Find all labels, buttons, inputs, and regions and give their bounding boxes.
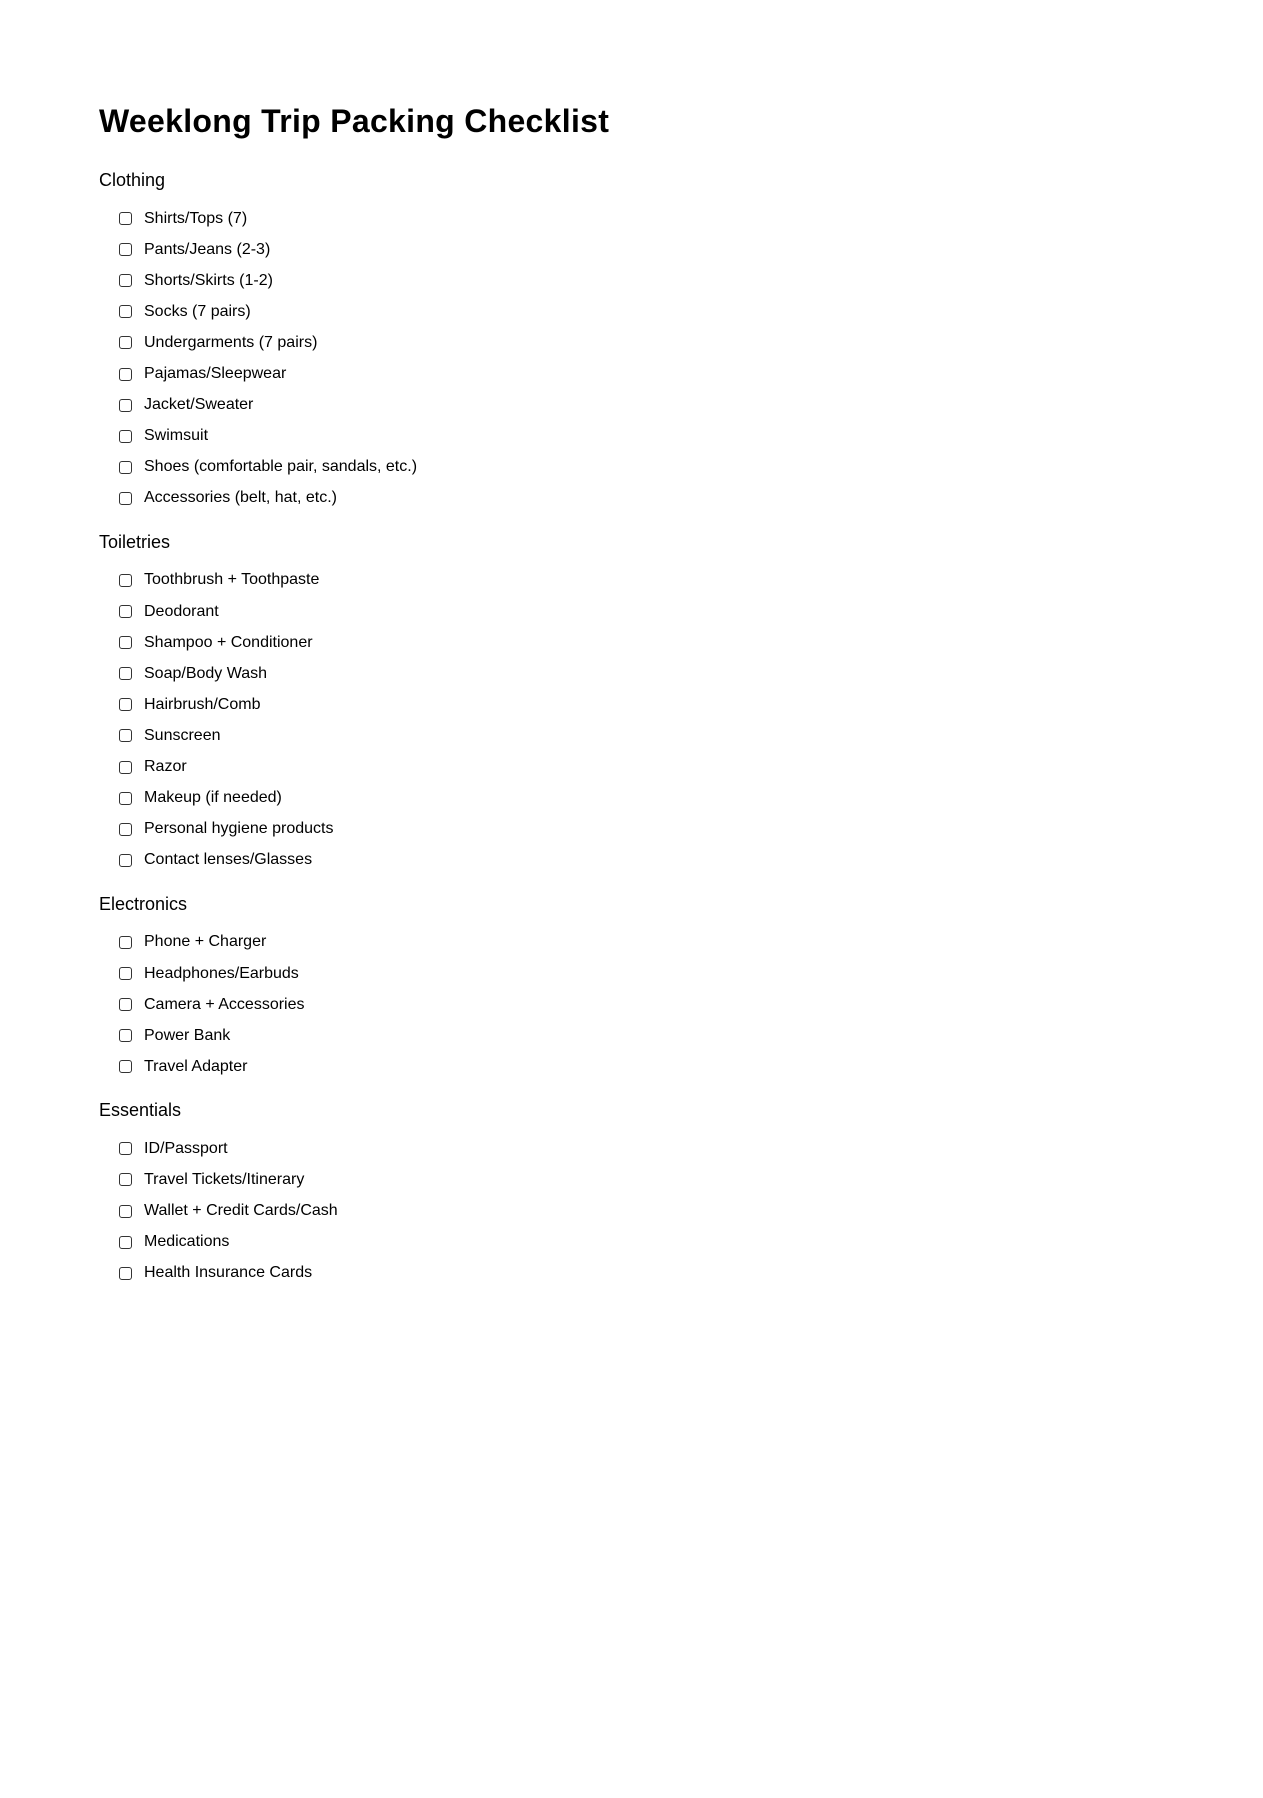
checklist-item[interactable] xyxy=(119,1051,417,1082)
checklist-item[interactable] xyxy=(119,327,417,358)
checklist-item-label: Toothbrush + Toothpaste xyxy=(144,571,320,589)
checklist-item-label: Shampoo + Conditioner xyxy=(144,633,313,651)
checkbox[interactable] xyxy=(119,1236,132,1249)
checklist xyxy=(99,565,417,876)
checkbox[interactable] xyxy=(119,336,132,349)
checklist-item[interactable] xyxy=(119,1164,417,1195)
checklist-item[interactable] xyxy=(119,1133,417,1164)
checkbox[interactable] xyxy=(119,698,132,711)
section-essentials xyxy=(99,1096,417,1288)
checklist-item[interactable] xyxy=(119,596,417,627)
section-heading: Essentials xyxy=(99,1100,182,1121)
checklist-item[interactable] xyxy=(119,1258,417,1289)
checklist-item-label: Health Insurance Cards xyxy=(144,1264,313,1282)
page-title: Weeklong Trip Packing Checklist xyxy=(99,103,610,139)
checklist-item[interactable] xyxy=(119,752,417,783)
section-toiletries xyxy=(99,528,417,876)
checklist-item-label: Accessories (belt, hat, etc.) xyxy=(144,489,337,507)
checklist-item-label: Socks (7 pairs) xyxy=(144,302,251,320)
checklist-item[interactable] xyxy=(119,452,417,483)
checkbox[interactable] xyxy=(119,1060,132,1073)
checkbox[interactable] xyxy=(119,243,132,256)
checklist-item-label: Contact lenses/Glasses xyxy=(144,851,313,869)
checklist-item[interactable] xyxy=(119,265,417,296)
checklist-item-label: Headphones/Earbuds xyxy=(144,964,299,982)
checklist-item-label: Makeup (if needed) xyxy=(144,789,282,807)
checklist-item[interactable] xyxy=(119,203,417,234)
checklist-item[interactable] xyxy=(119,565,417,596)
checklist-item-label: Jacket/Sweater xyxy=(144,396,254,414)
checkbox[interactable] xyxy=(119,792,132,805)
checkbox[interactable] xyxy=(119,761,132,774)
checklist-item[interactable] xyxy=(119,720,417,751)
section-electronics xyxy=(99,890,417,1082)
checklist-item-label: Camera + Accessories xyxy=(144,995,305,1013)
checklist-item-label: Razor xyxy=(144,758,187,776)
checklist-item[interactable] xyxy=(119,927,417,958)
checkbox[interactable] xyxy=(119,823,132,836)
checklist-item[interactable] xyxy=(119,627,417,658)
checklist-item[interactable] xyxy=(119,390,417,421)
checklist-item[interactable] xyxy=(119,1227,417,1258)
section-clothing xyxy=(99,166,417,514)
checklist-item-label: Hairbrush/Comb xyxy=(144,695,261,713)
checklist-item-label: Shoes (comfortable pair, sandals, etc.) xyxy=(144,458,418,476)
checklist-item-label: Travel Tickets/Itinerary xyxy=(144,1170,305,1188)
checklist-item[interactable] xyxy=(119,814,417,845)
checkbox[interactable] xyxy=(119,430,132,443)
checklist xyxy=(99,203,417,514)
checklist-item-label: Wallet + Credit Cards/Cash xyxy=(144,1202,338,1220)
checklist-item-label: Pajamas/Sleepwear xyxy=(144,365,287,383)
checklist-item-label: Undergarments (7 pairs) xyxy=(144,333,318,351)
section-heading: Electronics xyxy=(99,893,188,914)
checkbox[interactable] xyxy=(119,305,132,318)
checklist-item[interactable] xyxy=(119,421,417,452)
checklist-sections xyxy=(99,166,417,1297)
checkbox[interactable] xyxy=(119,998,132,1011)
checkbox[interactable] xyxy=(119,967,132,980)
checkbox[interactable] xyxy=(119,399,132,412)
checklist-item-label: Pants/Jeans (2-3) xyxy=(144,240,271,258)
checklist-item[interactable] xyxy=(119,783,417,814)
checklist-item[interactable] xyxy=(119,958,417,989)
checklist xyxy=(99,927,417,1082)
checklist-item-label: Personal hygiene products xyxy=(144,820,334,838)
checkbox[interactable] xyxy=(119,574,132,587)
checklist-item-label: Phone + Charger xyxy=(144,933,267,951)
checkbox[interactable] xyxy=(119,368,132,381)
checkbox[interactable] xyxy=(119,1173,132,1186)
checkbox[interactable] xyxy=(119,605,132,618)
checkbox[interactable] xyxy=(119,936,132,949)
checklist-item-label: Medications xyxy=(144,1233,230,1251)
section-heading: Toiletries xyxy=(99,531,171,552)
checkbox[interactable] xyxy=(119,667,132,680)
checklist-item[interactable] xyxy=(119,296,417,327)
checkbox[interactable] xyxy=(119,1029,132,1042)
checklist-item-label: Power Bank xyxy=(144,1026,231,1044)
checklist-item[interactable] xyxy=(119,1020,417,1051)
checklist-item-label: Shirts/Tops (7) xyxy=(144,209,248,227)
checklist-item[interactable] xyxy=(119,989,417,1020)
checklist-page xyxy=(99,0,1199,1297)
checkbox[interactable] xyxy=(119,274,132,287)
checkbox[interactable] xyxy=(119,1267,132,1280)
checkbox[interactable] xyxy=(119,1205,132,1218)
checklist-item[interactable] xyxy=(119,1196,417,1227)
checkbox[interactable] xyxy=(119,636,132,649)
checklist-item[interactable] xyxy=(119,234,417,265)
checklist-item-label: Swimsuit xyxy=(144,427,209,445)
checklist-item[interactable] xyxy=(119,483,417,514)
checklist-item-label: Soap/Body Wash xyxy=(144,664,268,682)
checklist-item[interactable] xyxy=(119,658,417,689)
checkbox[interactable] xyxy=(119,492,132,505)
checkbox[interactable] xyxy=(119,729,132,742)
checklist-item-label: ID/Passport xyxy=(144,1139,228,1157)
checklist-item[interactable] xyxy=(119,689,417,720)
checkbox[interactable] xyxy=(119,212,132,225)
checklist-item-label: Shorts/Skirts (1-2) xyxy=(144,271,273,289)
checkbox[interactable] xyxy=(119,854,132,867)
checkbox[interactable] xyxy=(119,461,132,474)
checklist-item[interactable] xyxy=(119,845,417,876)
checklist-item-label: Deodorant xyxy=(144,602,219,620)
section-heading: Clothing xyxy=(99,170,166,190)
checkbox[interactable] xyxy=(119,1142,132,1155)
checklist-item[interactable] xyxy=(119,358,417,389)
checklist-item-label: Sunscreen xyxy=(144,726,221,744)
checklist xyxy=(99,1133,417,1288)
checklist-item-label: Travel Adapter xyxy=(144,1057,248,1075)
